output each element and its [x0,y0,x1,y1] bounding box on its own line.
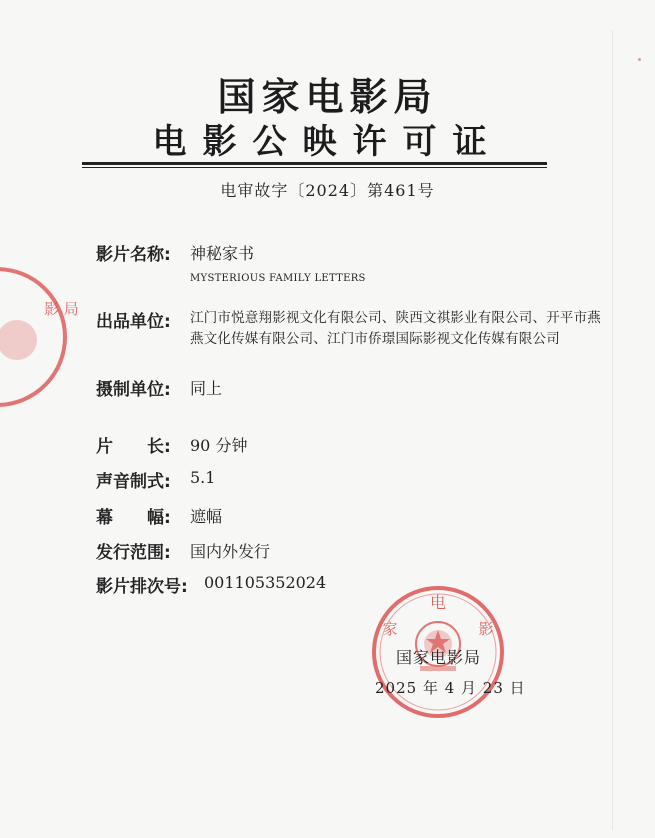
production-label: 摄制单位: [96,380,171,400]
svg-text:家: 家 [382,620,398,638]
film-english-name: MYSTERIOUS FAMILY LETTERS [190,273,366,284]
title-rule-thin [82,167,547,168]
screen-value: 遮幅 [190,507,223,526]
seal-left-text: 影 局 [44,300,79,318]
sound-label: 声音制式: [96,472,171,492]
producer-value: 江门市悦意翔影视文化有限公司、陕西文祺影业有限公司、开平市燕燕文化传媒有限公司、江门市侨璟国际影视文化传媒有限公司 [190,310,601,347]
serial-label: 影片排次号: [96,577,188,597]
producer-label: 出品单位: [96,312,171,332]
film-name-value: 神秘家书 [190,244,255,263]
partial-seal-left [0,262,79,412]
svg-text:影: 影 [478,620,494,638]
issue-date: 2025 年 4 月 23 日 [375,679,526,697]
distribution-value: 国内外发行 [190,542,271,561]
sound-value: 5.1 [190,468,216,487]
production-value: 同上 [190,379,223,398]
svg-text:电: 电 [429,593,447,612]
length-label: 片 长: [96,437,171,457]
screen-label: 幕 幅: [96,508,171,528]
title-rule-thick [82,162,547,165]
paper-speck [638,58,641,61]
document-number: 电审故字〔2024〕第461号 [220,181,435,200]
authority-heading: 国家电影局 [217,75,438,119]
distribution-label: 发行范围: [96,543,171,563]
length-value: 90 分钟 [190,436,248,455]
license-title: 电影公映许可证 [152,122,503,162]
issuer-name: 国家电影局 [396,648,482,667]
serial-value: 001105352024 [204,573,327,592]
film-name-label: 影片名称: [96,245,171,265]
